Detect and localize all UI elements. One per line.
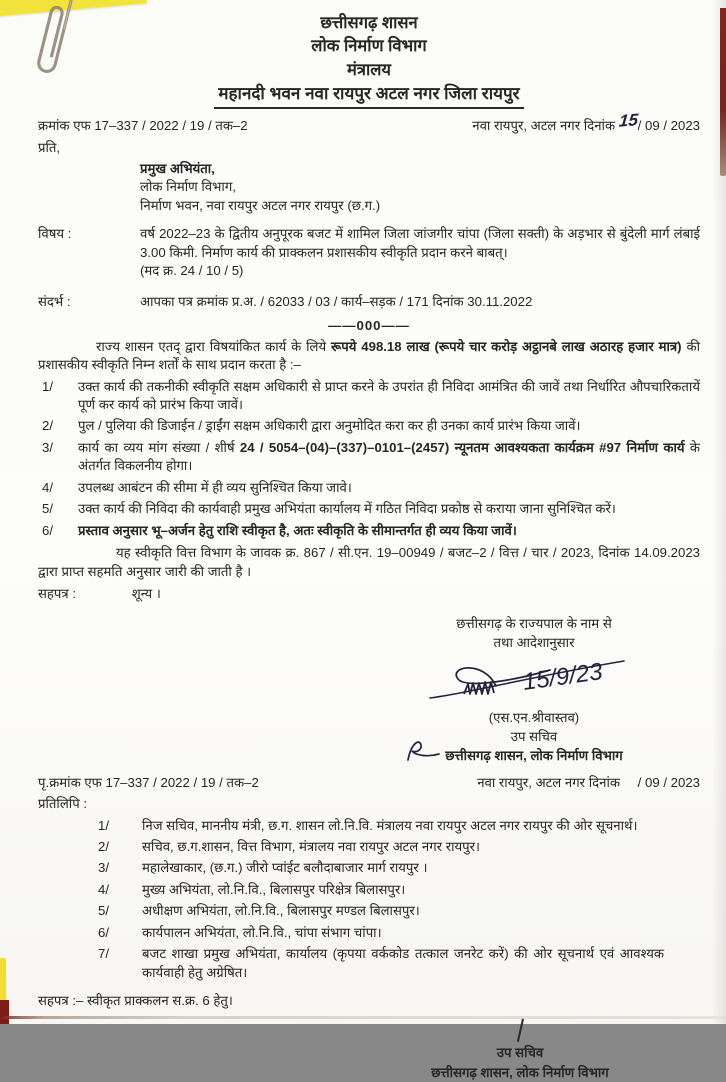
condition-item bbox=[38, 378, 700, 415]
copy-item bbox=[38, 902, 700, 920]
copy-item bbox=[38, 881, 700, 899]
endorsement-row bbox=[38, 774, 700, 792]
copy-number: 3/ bbox=[98, 860, 109, 876]
sanction-amount: रूपये 498.18 लाख (रूपये चार करोड़ अट्ठानबे लाख अठारह हजार मात्र) bbox=[331, 338, 682, 354]
addressee-block bbox=[140, 160, 700, 215]
pen-stroke-icon bbox=[370, 1017, 670, 1043]
condition-seg: उक्त कार्य की तकनीकी स्वीकृति सक्षम अधिकारी से प्राप्त करने के उपरांत ही निविदा आमंत्रित की जावें तथा निर्धारित औपचारिकतायें पूर्ण कर कार्य को प्रारंभ किया जावें। bbox=[78, 378, 700, 412]
letterhead bbox=[38, 12, 700, 109]
copy-number: 1/ bbox=[98, 817, 109, 833]
copy-item bbox=[38, 838, 700, 856]
condition-item bbox=[38, 522, 700, 540]
letterhead-ministry: मंत्रालय bbox=[346, 60, 391, 79]
condition-number: 4/ bbox=[42, 479, 53, 495]
subject-row bbox=[38, 225, 700, 280]
copies-label: प्रतिलिपि : bbox=[38, 796, 88, 812]
condition-seg-bold: 24 / 5054–(04)–(337)–0101–(2457) न्यूनतम आवश्यकता कार्यक्रम #97 निर्माण कार्य bbox=[239, 439, 685, 455]
footer-signature-block bbox=[370, 1017, 670, 1082]
copy-text: मुख्य अभियंता, लो.नि.वि., बिलासपुर परिक्षेत्र बिलासपुर। bbox=[142, 881, 406, 897]
condition-text bbox=[78, 479, 700, 497]
condition-text bbox=[78, 522, 700, 540]
footer-department: छत्तीसगढ़ शासन, लोक निर्माण विभाग bbox=[431, 1064, 609, 1080]
enclosure-row bbox=[38, 585, 700, 603]
condition-number: 2/ bbox=[42, 418, 53, 434]
reference-date-row bbox=[38, 110, 700, 137]
condition-text bbox=[78, 439, 700, 476]
reference-row bbox=[38, 293, 700, 311]
condition-item bbox=[38, 479, 700, 497]
condition-item bbox=[38, 500, 700, 518]
letterhead-address: महानदी भवन नवा रायपुर अटल नगर जिला रायपुर bbox=[214, 82, 523, 109]
subject-text: वर्ष 2022–23 के द्वितीय अनुपूरक बजट में शामिल जिला जांजगीर चांपा (जिला सक्ती) के अड़भार से बुंदेली मार्ग लंबाई 3.00 किमी. निर्माण कार्य की प्राक्कलन प्रशासकीय स्वीकृति प्रदान करने बाबत्। bbox=[140, 226, 700, 260]
addressee-department: लोक निर्माण विभाग, bbox=[140, 179, 236, 195]
signatory-department-line bbox=[445, 746, 622, 765]
letterhead-department: लोक निर्माण विभाग bbox=[311, 37, 427, 56]
letterhead-government: छत्तीसगढ़ शासन bbox=[320, 14, 418, 32]
subject-label: विषय : bbox=[38, 226, 72, 242]
copy-item bbox=[38, 859, 700, 877]
scan-edge-bottom-line bbox=[0, 1016, 726, 1019]
addressee-address: निर्माण भवन, नवा रायपुर अटल नगर रायपुर (छ.ग.) bbox=[140, 197, 381, 213]
folder-edge-red-right bbox=[720, 8, 726, 176]
enclosure2-line: सहपत्र :– स्वीकृत प्राक्कलन स.क्र. 6 हेतु। bbox=[38, 993, 233, 1009]
section-divider: ——000—— bbox=[328, 318, 410, 334]
signature-date: 15/9/23 bbox=[521, 658, 605, 697]
condition-text bbox=[78, 500, 700, 518]
copy-item bbox=[38, 817, 700, 835]
copy-number: 5/ bbox=[98, 903, 109, 919]
finance-concurrence-paragraph: यह स्वीकृति वित्त विभाग के जावक क्र. 867 / सी.एन. 19–00949 / बजट–2 / वित्त / चार / 2023, दिनांक 14.09.2023 द्वारा प्राप्त सहमति अनुसार जारी की जाती है । bbox=[38, 545, 700, 579]
signatory-designation: उप सचिव bbox=[510, 729, 558, 745]
signatory-department: छत्तीसगढ़ शासन, लोक निर्माण विभाग bbox=[445, 748, 623, 764]
copy-item bbox=[38, 924, 700, 942]
endorsement-date: / 09 / 2023 bbox=[637, 774, 700, 790]
subject-body bbox=[140, 225, 700, 280]
condition-number: 5/ bbox=[42, 501, 53, 517]
signature-block bbox=[374, 614, 694, 766]
signature-scribble bbox=[374, 652, 694, 708]
signatory-name: (एस.एन.श्रीवास्तव) bbox=[488, 710, 580, 726]
copy-text: अधीक्षण अभियंता, लो.नि.वि., बिलासपुर मण्डल बिलासपुर। bbox=[142, 903, 420, 919]
addressee-designation: प्रमुख अभियंता, bbox=[140, 160, 215, 176]
folder-edge-red-bottom bbox=[0, 1000, 9, 1024]
copy-text: सचिव, छ.ग.शासन, वित्त विभाग, मंत्रालय नवा रायपुर अटल नगर रायपुर। bbox=[142, 839, 481, 854]
copy-number: 6/ bbox=[98, 924, 109, 940]
condition-seg: उपलब्ध आबंटन की सीमा में ही व्यय सुनिश्चित किया जावे। bbox=[78, 479, 352, 495]
condition-seg: पुल / पुलिया की डिजाईन / ड्राईंग सक्षम अधिकारी द्वारा अनुमोदित करा कर ही उनका कार्य प्रारंभ किया जावें। bbox=[78, 418, 581, 434]
copy-text: निज सचिव, माननीय मंत्री, छ.ग. शासन लो.नि.वि. मंत्रालय नवा रायपुर अटल नगर रायपुर की ओर सूचनार्थ। bbox=[142, 817, 638, 833]
condition-item bbox=[38, 417, 700, 435]
letter-number: क्रमांक एफ 17–337 / 2022 / 19 / तक–2 bbox=[38, 118, 248, 134]
enclosure-label: सहपत्र : bbox=[38, 586, 77, 602]
sanction-paragraph bbox=[38, 338, 700, 375]
endorsement-place: नवा रायपुर, अटल नगर दिनांक bbox=[477, 774, 620, 790]
reference-text: आपका पत्र क्रमांक प्र.अ. / 62033 / 03 / कार्य–सड़क / 171 दिनांक 30.11.2022 bbox=[140, 293, 533, 309]
handwritten-day: 15 bbox=[617, 110, 639, 132]
sanction-pre: राज्य शासन एतद् द्वारा विषयांकित कार्य के लिये bbox=[96, 338, 332, 354]
condition-number: 6/ bbox=[42, 522, 53, 538]
subject-item-number: (मद क्र. 24 / 10 / 5) bbox=[140, 263, 244, 279]
condition-seg-bold: प्रस्ताव अनुसार भू–अर्जन हेतु राशि स्वीकृत है, अतः स्वीकृति के सीमान्तर्गत ही व्यय किया जावें। bbox=[78, 522, 517, 538]
by-order-line: तथा आदेशानुसार bbox=[493, 634, 575, 650]
pen-flourish-icon bbox=[405, 736, 441, 769]
place-date-prefix: नवा रायपुर, अटल नगर दिनांक bbox=[472, 118, 616, 134]
condition-text bbox=[78, 417, 700, 435]
condition-seg: उक्त कार्य की निविदा की कार्यवाही प्रमुख अभियंता कार्यालय में गठित निविदा प्रकोष्ठ से कराया जाना सुनिश्चित करें। bbox=[78, 501, 616, 517]
condition-number: 1/ bbox=[42, 378, 53, 394]
copy-number: 2/ bbox=[98, 839, 109, 854]
copy-text: महालेखाकार, (छ.ग.) जीरो प्वांईट बलौदाबाजार मार्ग रायपुर । bbox=[142, 860, 428, 876]
condition-item bbox=[38, 439, 700, 476]
endorsement-place-date bbox=[477, 774, 700, 792]
condition-seg: के अंतर्गत विकलनीय होगा। bbox=[78, 439, 701, 474]
place-date bbox=[472, 110, 700, 137]
condition-text bbox=[78, 378, 700, 415]
to-label: प्रति, bbox=[38, 140, 61, 156]
letter-content bbox=[38, 12, 700, 1082]
condition-seg: कार्य का व्यय मांग संख्या / शीर्ष bbox=[78, 439, 240, 455]
reference-label: संदर्भ : bbox=[38, 293, 71, 309]
date-rest: / 09 / 2023 bbox=[637, 118, 700, 134]
enclosure-value: शून्य । bbox=[131, 586, 161, 602]
copy-item bbox=[38, 945, 700, 982]
copy-number: 7/ bbox=[98, 946, 109, 962]
endorsement-number: पृ.क्रमांक एफ 17–337 / 2022 / 19 / तक–2 bbox=[38, 774, 259, 790]
copy-text: बजट शाखा प्रमुख अभियंता, कार्यालय (कृपया वर्ककोड तत्काल जनरेट करें) की ओर सूचनार्थ एवं आवश्यक कार्यवाही हेतु अग्रेषित। bbox=[142, 946, 664, 980]
copy-text: कार्यपालन अभियंता, लो.नि.वि., चांपा संभाग चांपा। bbox=[142, 924, 382, 940]
condition-number: 3/ bbox=[42, 439, 53, 455]
footer-designation: उप सचिव bbox=[496, 1044, 544, 1060]
copy-number: 4/ bbox=[98, 881, 109, 897]
sanction-post: की प्रशासकीय स्वीकृति निम्न शर्तों के साथ प्रदान करता है :– bbox=[38, 338, 700, 373]
by-order-line: छत्तीसगढ़ के राज्यपाल के नाम से bbox=[456, 615, 612, 631]
